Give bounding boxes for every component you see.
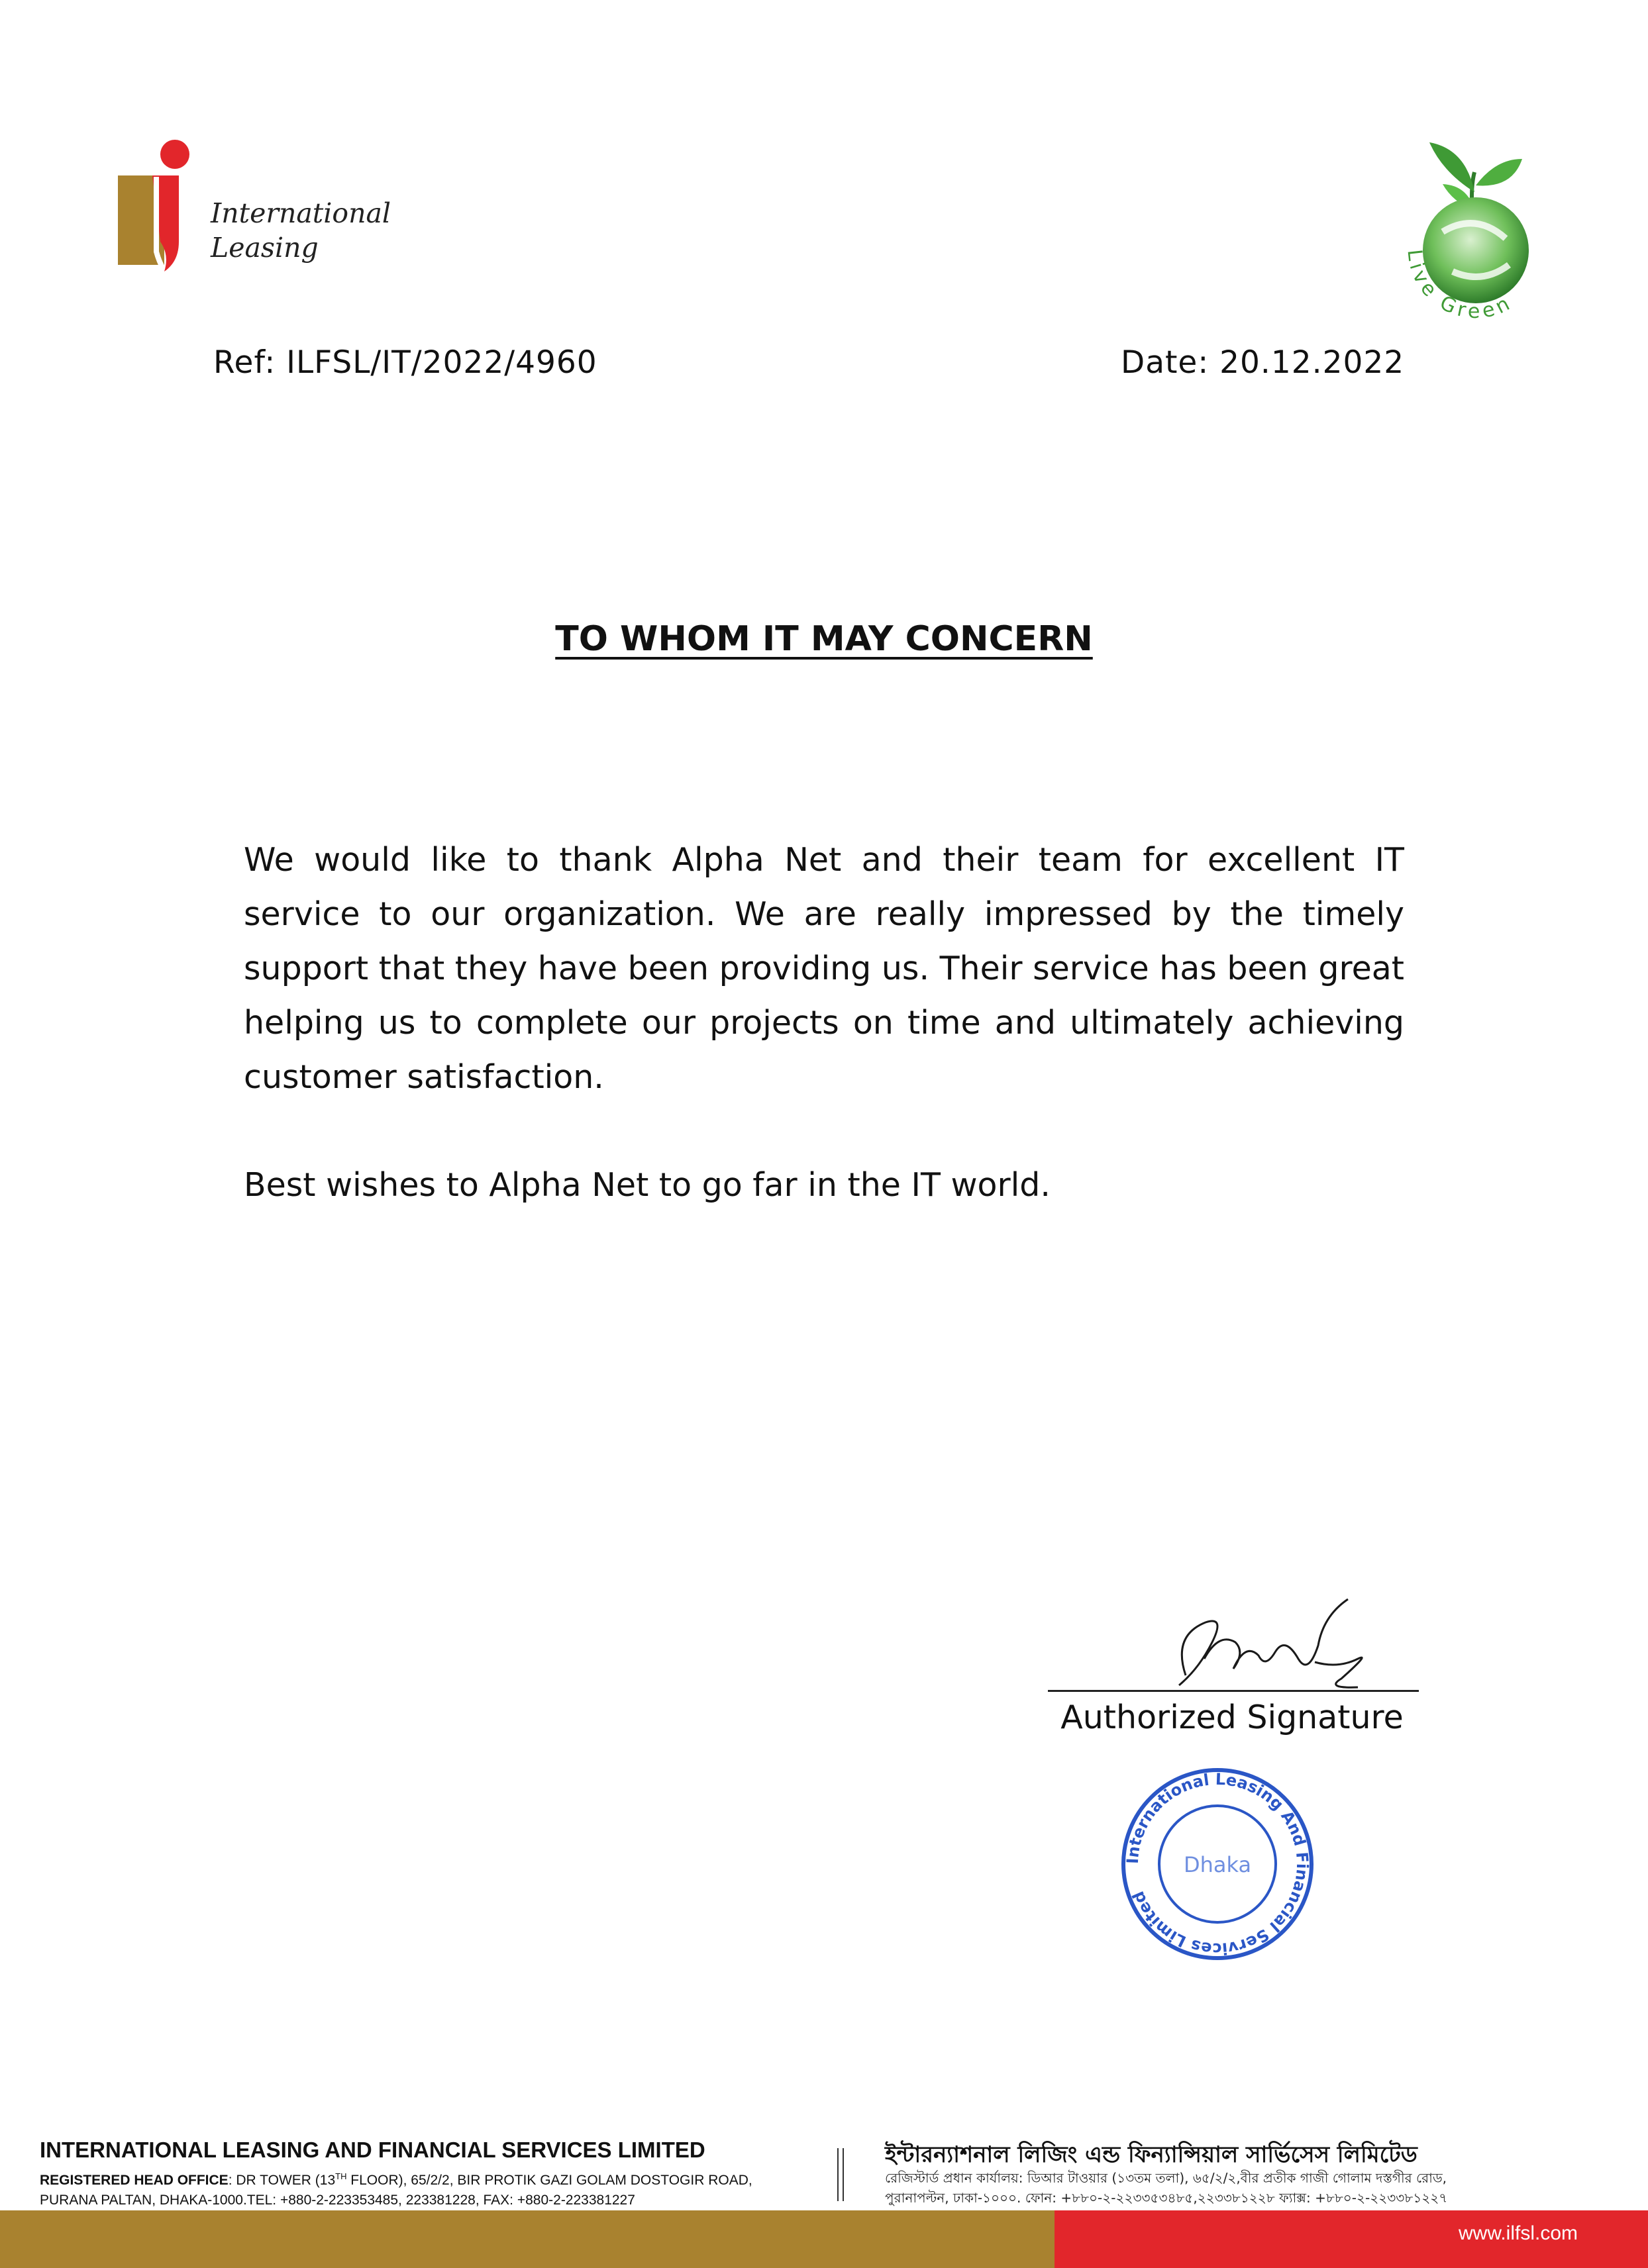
reference-number: Ref: ILFSL/IT/2022/4960 — [213, 344, 597, 381]
letter-heading: TO WHOM IT MAY CONCERN — [555, 619, 1093, 659]
footer-registered-label: REGISTERED HEAD OFFICE — [40, 2173, 229, 2188]
footer-company-name-bn: ইন্টারন্যাশনাল লিজিং এন্ড ফিন্যান্সিয়াল সার্ভিসেস লিমিটেড — [885, 2142, 1417, 2168]
signature-label: Authorized Signature — [1060, 1699, 1404, 1736]
logo-line1: International — [211, 197, 391, 229]
live-green-text: Live Green — [1402, 248, 1518, 324]
body-paragraph-1: We would like to thank Alpha Net and their team for excellent IT service to our organization. We are really impressed by the timely support that they have been providing us. Their service has been great helping us to complete our projects on time and ultimately achieving customer satisfaction. — [244, 841, 1404, 1096]
logo-text — [211, 196, 391, 265]
footer-divider — [836, 2148, 845, 2201]
footer-address-en: REGISTERED HEAD OFFICE: DR TOWER (13TH FLOOR), 65/2/2, BIR PROTIK GAZI GOLAM DOSTOGIR ROAD, PURANA PALTAN, DHAKA-1000.TEL: +880-2-223353485, 223381228, FAX: +880-2-223381227 — [40, 2171, 752, 2208]
live-green-emblem-icon — [1390, 132, 1562, 338]
seal-ring-text: International Leasing And Financial Services Limited — [1123, 1769, 1312, 1959]
footer-company-name-en: INTERNATIONAL LEASING AND FINANCIAL SERVICES LIMITED — [40, 2138, 705, 2162]
footer-brand-bar-brown — [0, 2210, 1055, 2268]
footer-address-bn: রেজিস্টার্ড প্রধান কার্যালয়: ডিআর টাওয়ার (১৩তম তলা), ৬৫/২/২,বীর প্রতীক গাজী গোলাম দস্তগীর রোড, পুরানাপল্টন, ঢাকা-১০০০. ফোন: +৮৮০-২-২২৩৩৫৩৪৮৫,২২৩৩৮১২২৮ ফ্যাক্স: +৮৮০-২-২২৩৩৮১২২৭ — [885, 2170, 1448, 2206]
signature-line — [1048, 1690, 1419, 1692]
international-leasing-logo-icon — [118, 136, 217, 275]
body-paragraph-2: Best wishes to Alpha Net to go far in the IT world. — [244, 1166, 1051, 1204]
handwritten-signature — [1047, 1596, 1417, 1695]
seal-center-text: Dhaka — [1183, 1852, 1252, 1877]
logo-line2: Leasing — [211, 232, 319, 264]
company-seal-stamp-icon — [1118, 1765, 1317, 1963]
letter-date: Date: 20.12.2022 — [1121, 344, 1405, 381]
footer-website-link[interactable]: www.ilfsl.com — [1458, 2222, 1578, 2244]
